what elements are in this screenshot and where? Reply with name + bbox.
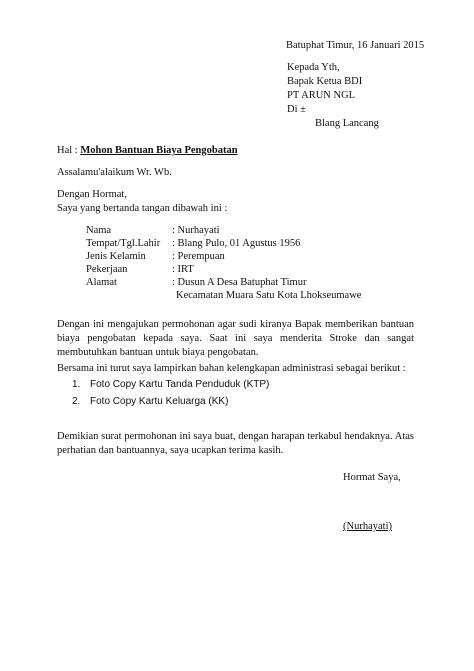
- list-item: [57, 395, 357, 412]
- recipient-line: Kepada Yth,: [287, 62, 340, 73]
- opening-line: Dengan Hormat,: [57, 189, 127, 200]
- signature-name: (Nurhayati): [343, 521, 392, 532]
- attachments-intro: Bersama ini turut saya lampirkan bahan kelengkapan administrasi sebagai berikut :: [57, 363, 406, 374]
- greeting: Assalamu'alaikum Wr. Wb.: [57, 167, 172, 178]
- list-item-text: Foto Copy Kartu Tanda Penduduk (KTP): [90, 379, 270, 390]
- list-item-number: 2.: [72, 396, 81, 407]
- identity-label: Jenis Kelamin: [86, 251, 146, 262]
- identity-value: Kecamatan Muara Satu Kota Lhokseumawe: [176, 290, 362, 301]
- identity-value: : Dusun A Desa Batuphat Timur: [172, 277, 307, 288]
- identity-value: : Blang Pulo, 01 Agustus 1956: [172, 238, 301, 249]
- recipient-line: Blang Lancang: [315, 118, 379, 129]
- opening-line: Saya yang bertanda tangan dibawah ini :: [57, 203, 228, 214]
- recipient-line: PT ARUN NGL: [287, 90, 356, 101]
- list-item-number: 1.: [72, 379, 81, 390]
- list-item: [57, 378, 357, 395]
- identity-label: Alamat: [86, 277, 117, 288]
- signoff: Hormat Saya,: [343, 472, 401, 483]
- recipient-line: Bapak Ketua BDI: [287, 76, 363, 87]
- identity-value: : IRT: [172, 264, 194, 275]
- identity-label: Tempat/Tgl.Lahir: [86, 238, 161, 249]
- closing-paragraph: Demikian surat permohonan ini saya buat, dengan harapan terkabul hendaknya. Atas perhatian dan bantuannya, saya ucapkan terima kasih.: [57, 431, 414, 456]
- request-paragraph: Dengan ini mengajukan permohonan agar sudi kiranya Bapak memberikan bantuan biaya pengobatan kepada saya. Saat ini saya menderita Stroke dan sangat membutuhkan bantuan untuk biaya pengobatan.: [57, 319, 414, 358]
- recipient-line: Di ±: [287, 104, 306, 115]
- identity-table: [86, 224, 386, 314]
- subject-prefix: Hal :: [57, 145, 81, 156]
- identity-label: Nama: [86, 225, 112, 236]
- attachments-list: [57, 378, 357, 412]
- identity-value: : Perempuan: [172, 251, 225, 262]
- identity-value: : Nurhayati: [172, 225, 220, 236]
- list-item-text: Foto Copy Kartu Keluarga (KK): [90, 396, 229, 407]
- date-line: Batuphat Timur, 16 Januari 2015: [286, 40, 425, 51]
- subject-title: Mohon Bantuan Biaya Pengobatan: [80, 145, 238, 156]
- subject-line: [57, 144, 238, 158]
- identity-label: Pekerjaan: [86, 264, 128, 275]
